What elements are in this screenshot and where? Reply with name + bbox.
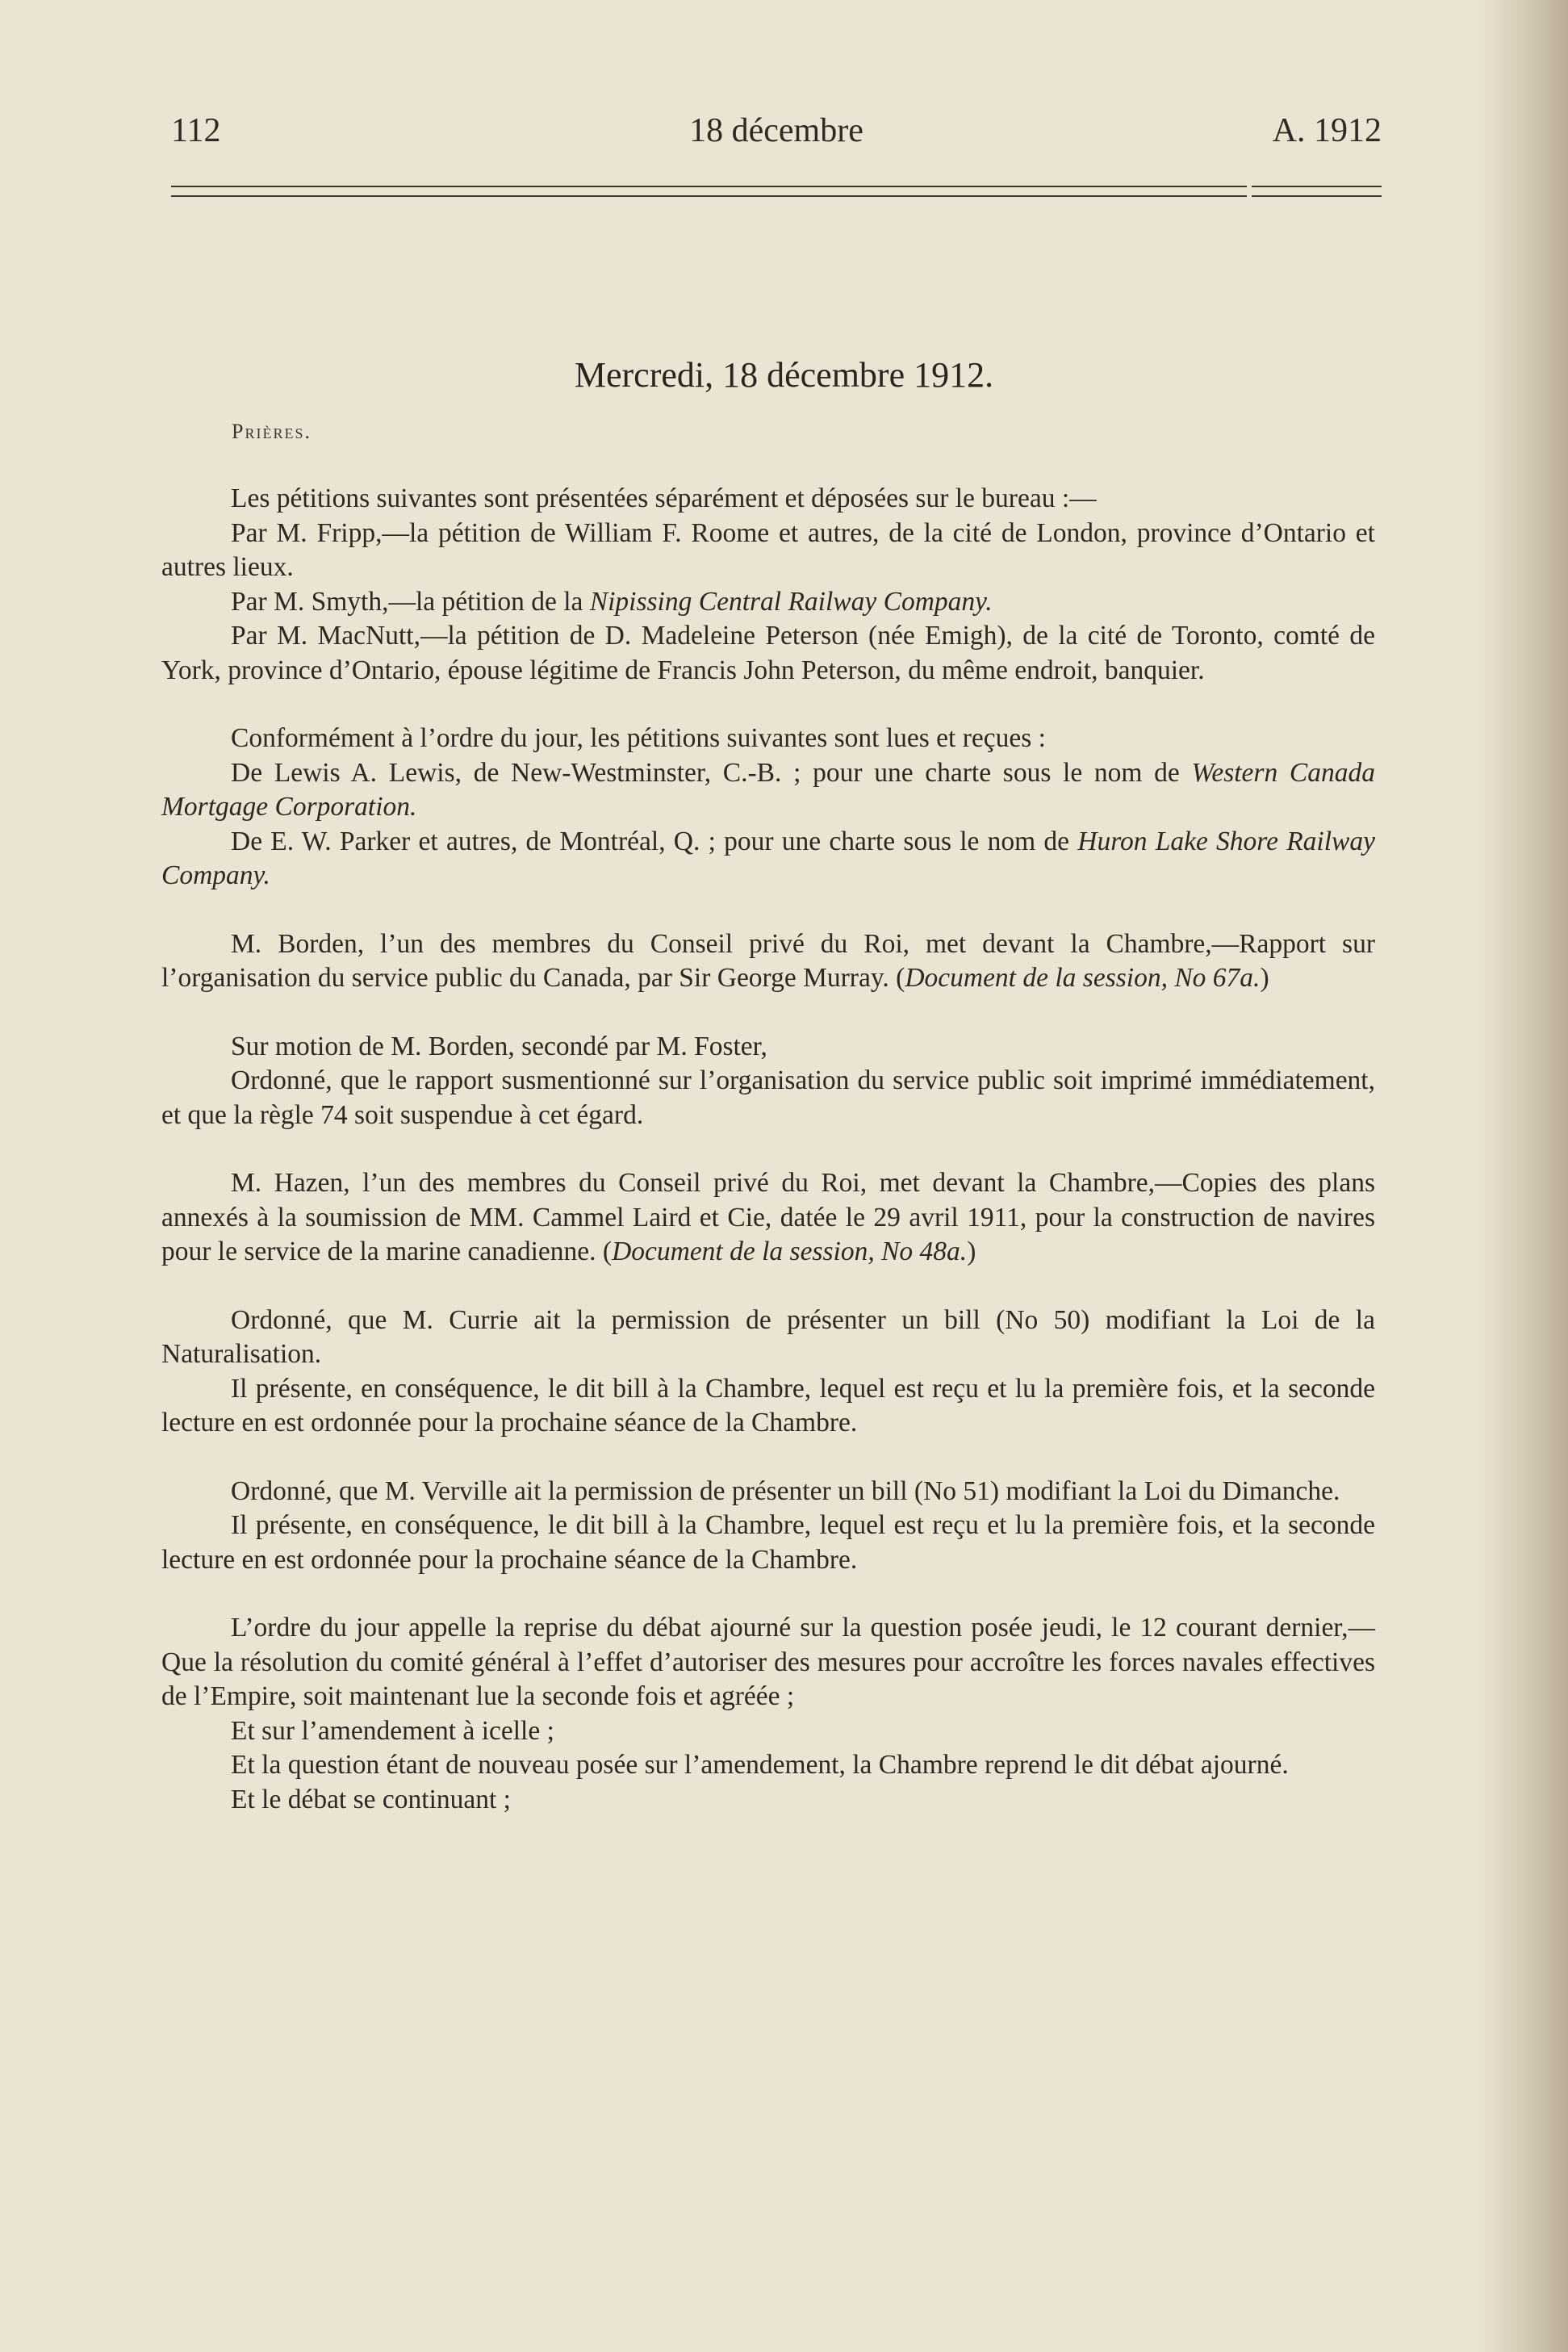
header-date: 18 décembre — [689, 112, 863, 149]
text-run: Conformément à l’ordre du jour, les pétitions suivantes sont lues et reçues : — [231, 723, 1046, 753]
entry-paragraph — [161, 1783, 1375, 1818]
entry-paragraph — [161, 1509, 1375, 1577]
text-run: Ordonné, que le rapport susmentionné sur l’organisation du service public soit imprimé immédiatement, et que la règle 74 soit suspendue à cet égard. — [161, 1065, 1375, 1130]
italic-text: Western Canada Mortgage Corporation. — [161, 757, 1375, 822]
entry-paragraph — [161, 1372, 1375, 1441]
entry-paragraph — [161, 1166, 1375, 1270]
entry-block — [161, 482, 1375, 688]
journal-body — [161, 482, 1375, 1851]
text-run: L’ordre du jour appelle la reprise du débat ajourné sur la question posée jeudi, le 12 courant dernier,—Que la résolution du comité général à l’effet d’autoriser des mesures pour accroître les forces navales effectives de l’Empire, soit maintenant lue la seconde fois et agréée ; — [161, 1613, 1375, 1711]
entry-paragraph — [161, 1611, 1375, 1714]
text-run: ) — [1260, 963, 1269, 993]
text-run: Par M. Fripp,—la pétition de William F. Roome et autres, de la cité de London, province d’Ontario et autres lieux. — [161, 517, 1375, 582]
text-run: Ordonné, que M. Currie ait la permission de présenter un bill (No 50) modifiant la Loi de la Naturalisation. — [161, 1304, 1375, 1369]
entry-paragraph — [161, 517, 1375, 585]
text-run: Par M. Smyth,—la pétition de la — [231, 586, 590, 617]
text-run: Et sur l’amendement à icelle ; — [231, 1715, 554, 1746]
entry-paragraph — [161, 825, 1375, 894]
entry-paragraph — [161, 482, 1375, 517]
text-run: Sur motion de M. Borden, secondé par M. Foster, — [231, 1031, 767, 1061]
entry-paragraph — [161, 1304, 1375, 1372]
header-rule-break — [1247, 182, 1252, 200]
prayers-heading: Prières. — [232, 420, 312, 443]
entry-paragraph — [161, 756, 1375, 825]
entry-block — [161, 722, 1375, 894]
text-run: Les pétitions suivantes sont présentées séparément et déposées sur le bureau :— — [231, 483, 1097, 513]
italic-text: Document de la session, No 67a. — [905, 963, 1261, 993]
italic-text: Huron Lake Shore Railway Company. — [161, 826, 1375, 890]
text-run: M. Hazen, l’un des membres du Conseil privé du Roi, met devant la Chambre,—Copies des plans annexés à la soumission de MM. Cammel Laird et Cie, datée le 29 avril 1911, pour la construction de navires pour le service de la marine canadienne. ( — [161, 1168, 1375, 1266]
text-run: M. Borden, l’un des membres du Conseil privé du Roi, met devant la Chambre,—Rapport sur l’organisation du service public du Canada, par Sir George Murray. ( — [161, 928, 1375, 993]
text-run: ) — [967, 1237, 976, 1266]
text-run: Il présente, en conséquence, le dit bill à la Chambre, lequel est reçu et lu la première fois, et la seconde lecture en est ordonnée pour la prochaine séance de la Chambre. — [161, 1373, 1375, 1438]
entry-paragraph — [161, 585, 1375, 620]
text-run: Il présente, en conséquence, le dit bill à la Chambre, lequel est reçu et lu la première fois, et la seconde lecture en est ordonnée pour la prochaine séance de la Chambre. — [161, 1510, 1375, 1575]
entry-block — [161, 1166, 1375, 1270]
text-run: Par M. MacNutt,—la pétition de D. Madeleine Peterson (née Emigh), de la cité de Toronto, comté de York, province d’Ontario, épouse légitime de Francis John Peterson, du même endroit, banquier. — [161, 621, 1375, 685]
entry-paragraph — [161, 927, 1375, 996]
text-run: Et la question étant de nouveau posée sur l’amendement, la Chambre reprend le dit débat ajourné. — [231, 1750, 1289, 1780]
text-run: De E. W. Parker et autres, de Montréal, Q. ; pour une charte sous le nom de — [231, 826, 1078, 856]
header-rule-top — [171, 186, 1382, 187]
italic-text: Nipissing Central Railway Company. — [589, 586, 993, 617]
page-number: 112 — [171, 112, 221, 149]
entry-paragraph — [161, 619, 1375, 688]
header-year: A. 1912 — [1272, 112, 1382, 149]
header-rule-bottom — [171, 195, 1382, 197]
entry-block — [161, 1030, 1375, 1133]
entry-paragraph — [161, 1714, 1375, 1749]
entry-paragraph — [161, 1475, 1375, 1509]
text-run: Et le débat se continuant ; — [231, 1784, 511, 1814]
entry-paragraph — [161, 1748, 1375, 1783]
session-title: Mercredi, 18 décembre 1912. — [574, 355, 994, 395]
entry-block — [161, 927, 1375, 996]
entry-paragraph — [161, 722, 1375, 756]
text-run: Ordonné, que M. Verville ait la permission de présenter un bill (No 51) modifiant la Loi du Dimanche. — [231, 1475, 1340, 1506]
entry-paragraph — [161, 1064, 1375, 1132]
italic-text: Document de la session, No 48a. — [612, 1237, 968, 1266]
entry-block — [161, 1304, 1375, 1441]
entry-paragraph — [161, 1030, 1375, 1065]
text-run: De Lewis A. Lewis, de New-Westminster, C.-B. ; pour une charte sous le nom de — [231, 757, 1192, 788]
running-header — [171, 107, 1382, 155]
entry-block — [161, 1475, 1375, 1578]
entry-block — [161, 1611, 1375, 1817]
